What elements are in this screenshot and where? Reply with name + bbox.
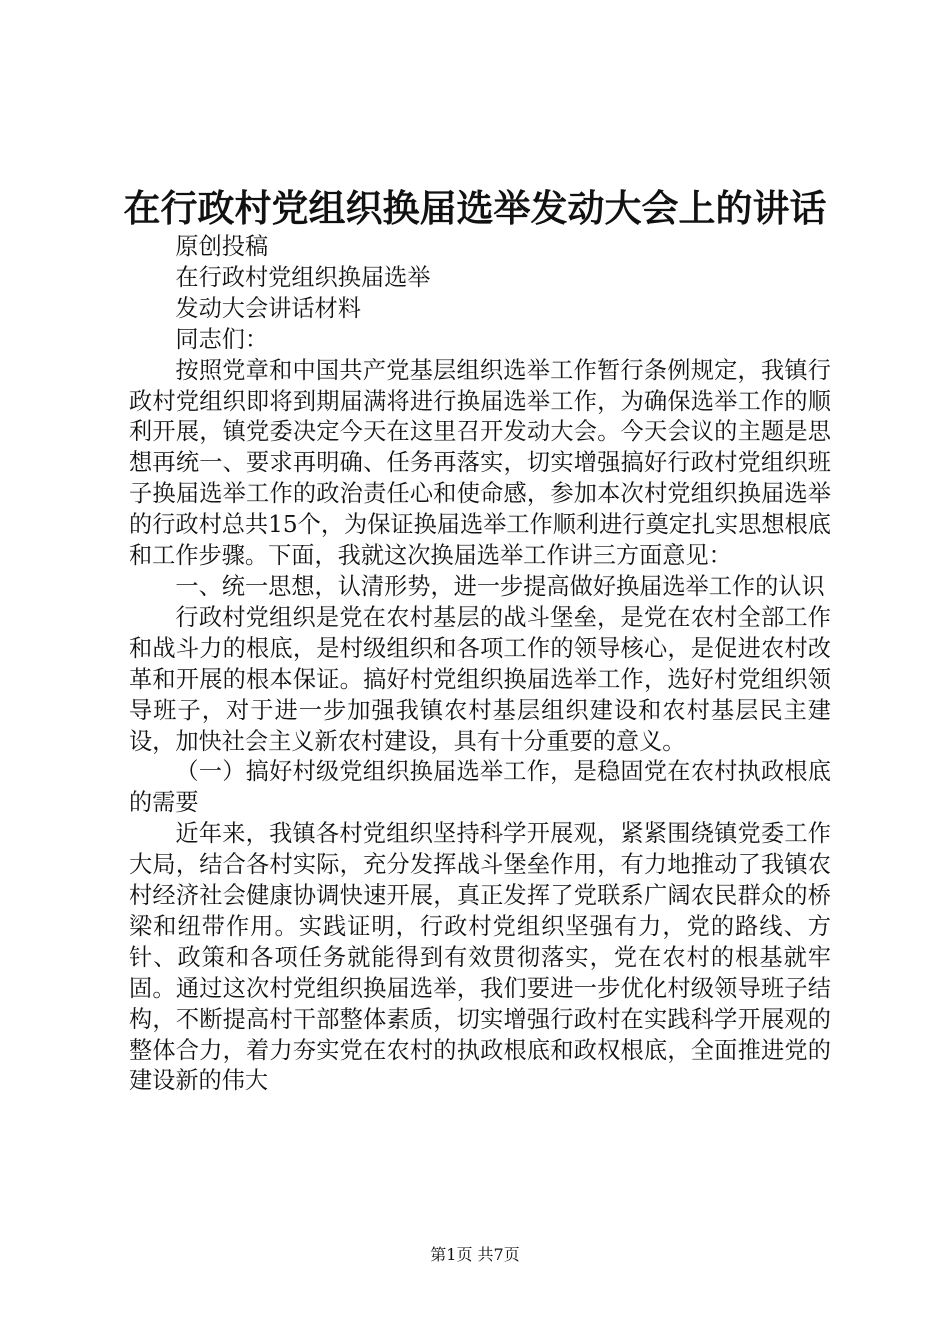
- page-number-footer: 第1页 共7页: [430, 1245, 520, 1264]
- meta-line-source: 原创投稿: [175, 233, 269, 260]
- meta-line-topic: 在行政村党组织换届选举: [175, 263, 431, 291]
- document-body: [129, 232, 831, 1097]
- paragraph-subsection-1: 近年来，我镇各村党组织坚持科学开展观，紧紧围绕镇党委工作大局，结合各村实际，充分发挥战斗堡垒作用，有力地推动了我镇农村经济社会健康协调快速开展，真正发挥了党联系广阔农民群众的桥梁和纽带作用。实践证明，行政村党组织坚强有力，党的路线、方针、政策和各项任务就能得到有效贯彻落实，党在农村的根基就牢固。通过这次村党组织换届选举，我们要进一步优化村级领导班子结构，不断提高村干部整体素质，切实增强行政村在实践科学开展观的整体合力，着力夯实党在农村的执政根底和政权根底，全面推进党的建设新的伟大: [129, 820, 831, 1095]
- section-heading-1: 一、统一思想，认清形势，进一步提高做好换届选举工作的认识: [175, 572, 825, 600]
- paragraph-intro: 按照党章和中国共产党基层组织选举工作暂行条例规定，我镇行政村党组织即将到期届满将进行换届选举工作，为确保选举工作的顺利开展，镇党委决定今天在这里召开发动大会。今天会议的主题是思想再统一、要求再明确、任务再落实，切实增强搞好行政村党组织班子换届选举工作的政治责任心和使命感，参加本次村党组织换届选举的行政村总共15个，为保证换届选举工作顺利进行奠定扎实思想根底和工作步骤。下面，我就这次换届选举工作讲三方面意见：: [129, 356, 831, 570]
- salutation: 同志们：: [175, 325, 269, 353]
- subsection-heading-1: （一）搞好村级党组织换届选举工作，是稳固党在农村执政根底的需要: [129, 758, 831, 817]
- meta-line-material: 发动大会讲话材料: [175, 294, 361, 322]
- document-title: 在行政村党组织换届选举发动大会上的讲话: [123, 186, 827, 230]
- paragraph-section-1: 行政村党组织是党在农村基层的战斗堡垒，是党在农村全部工作和战斗力的根底，是村级组织和各项工作的领导核心，是促进农村改革和开展的根本保证。搞好村党组织换届选举工作，选好村党组织领导班子，对于进一步加强我镇农村基层组织建设和农村基层民主建设，加快社会主义新农村建设，具有十分重要的意义。: [129, 603, 831, 755]
